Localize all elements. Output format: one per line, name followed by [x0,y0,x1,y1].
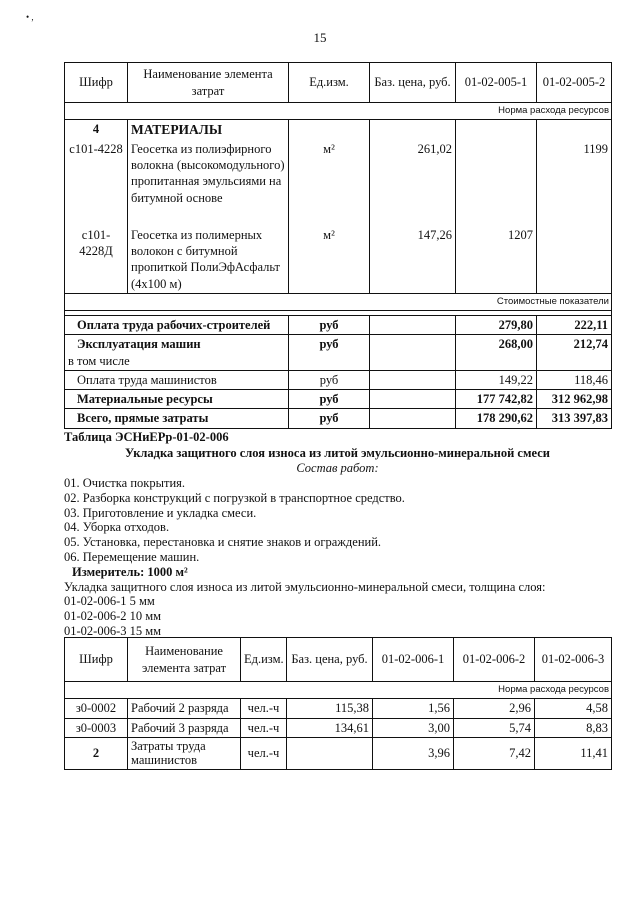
table-header-row [65,638,612,682]
work-item: 04. Уборка отходов. [64,520,170,535]
row-v2: 7,42 [454,737,535,769]
row-v3: 8,83 [535,718,612,737]
row-price: 134,61 [287,718,373,737]
section-row [65,120,612,140]
row-v3: 11,41 [535,737,612,769]
row-name: Рабочий 3 разряда [128,718,241,737]
cost-v2: 118,46 [537,370,612,389]
row-unit: м² [289,224,370,294]
work-item: 02. Разборка конструкций с погрузкой в транспортное средство. [64,490,405,505]
cost-v1: 177 742,82 [456,390,537,409]
description: Укладка защитного слоя износа из литой эмульсионно-минеральной смеси, толщина слоя: [64,579,546,594]
header-col1: 01-02-006-1 [373,638,454,682]
cost-v2: 313 397,83 [537,409,612,428]
cost-sub: в том числе [68,353,130,368]
band-cost [65,293,612,310]
cost-name: Эксплуатация машин [77,337,201,352]
row-code: с101-4228Д [65,224,128,294]
cost-name: Оплата труда рабочих-строителей [65,316,289,335]
cost-v2: 212,74 [537,335,612,371]
cost-row [65,390,612,409]
variant: 01-02-006-3 15 мм [64,623,162,638]
cost-row [65,335,612,371]
table-row [65,737,612,769]
cost-row [65,409,612,428]
cost-name: Оплата труда машинистов [65,370,289,389]
header-unit: Ед.изм. [241,638,287,682]
table-row [65,699,612,718]
row-name: Затраты труда машинистов [128,737,241,769]
row-unit: чел.-ч [241,737,287,769]
row-unit: чел.-ч [241,718,287,737]
row-v2: 1199 [537,140,612,224]
header-col3: 01-02-006-3 [535,638,612,682]
cost-unit: руб [289,409,370,428]
work-item: 05. Установка, перестановка и снятие знаков и ограждений. [64,535,382,550]
cost-v2: 312 962,98 [537,390,612,409]
row-v2: 2,96 [454,699,535,718]
row-code: 2 [65,737,128,769]
band-resources-label: Норма расхода ресурсов [65,682,612,699]
row-v1: 1207 [456,224,537,294]
header-unit: Ед.изм. [289,63,370,103]
variant: 01-02-006-2 10 мм [64,609,162,624]
work-item: 03. Приготовление и укладка смеси. [64,505,257,520]
cost-v1: 178 290,62 [456,409,537,428]
band-resources-label: Норма расхода ресурсов [65,103,612,120]
header-name: Наименование элемента затрат [128,638,241,682]
cost-v1: 279,80 [456,316,537,335]
row-v2 [537,224,612,294]
table-row [65,140,612,224]
cost-unit: руб [289,390,370,409]
row-name: Геосетка из полимерных волокон с битумной пропиткой ПолиЭфАсфальт (4x100 м) [128,224,289,294]
row-code: з0-0002 [65,699,128,718]
header-price: Баз. цена, руб. [287,638,373,682]
resource-table-005 [64,62,612,429]
row-price [287,737,373,769]
row-v1: 3,00 [373,718,454,737]
page-number: 15 [313,30,327,45]
scan-marks: • , [26,12,34,22]
header-code: Шифр [65,638,128,682]
works-list [64,476,624,639]
section-title: МАТЕРИАЛЫ [128,120,289,140]
row-price: 261,02 [370,140,456,224]
header-price: Баз. цена, руб. [370,63,456,103]
cost-row [65,370,612,389]
band-resources [65,682,612,699]
cost-v2: 222,11 [537,316,612,335]
row-name: Рабочий 2 разряда [128,699,241,718]
row-price: 147,26 [370,224,456,294]
row-price: 115,38 [287,699,373,718]
row-v2: 5,74 [454,718,535,737]
cost-name-cell [65,335,289,371]
band-cost-label: Стоимостные показатели [65,293,612,310]
section-heading: Укладка защитного слоя износа из литой эмульсионно-минеральной смеси [125,446,550,460]
row-v1: 3,96 [373,737,454,769]
work-item: 06. Перемещение машин. [64,549,200,564]
variant: 01-02-006-1 5 мм [64,594,155,609]
row-code: з0-0003 [65,718,128,737]
row-v1 [456,140,537,224]
header-code: Шифр [65,63,128,103]
band-resources [65,103,612,120]
table-row [65,224,612,294]
work-item: 01. Очистка покрытия. [64,476,186,490]
cost-name: Материальные ресурсы [65,390,289,409]
header-col1: 01-02-005-1 [456,63,537,103]
section-code: 4 [65,120,128,140]
cost-unit: руб [289,370,370,389]
cost-v1: 268,00 [456,335,537,371]
row-name: Геосетка из полиэфирного волокна (высокомодульного) пропитанная эмульсиями на битумной основе [128,140,289,224]
meter: Измеритель: 1000 м² [72,564,188,579]
cost-unit: руб [289,316,370,335]
cost-row [65,316,612,335]
header-col2: 01-02-005-2 [537,63,612,103]
cost-unit: руб [289,335,370,371]
cost-v1: 149,22 [456,370,537,389]
header-name: Наименование элемента затрат [128,63,289,103]
table-header-row [65,63,612,103]
cost-name: Всего, прямые затраты [65,409,289,428]
row-code: с101-4228 [65,140,128,224]
table-row [65,718,612,737]
row-unit: чел.-ч [241,699,287,718]
row-v3: 4,58 [535,699,612,718]
row-v1: 1,56 [373,699,454,718]
header-col2: 01-02-006-2 [454,638,535,682]
composition-title: Состав работ: [296,461,379,475]
row-unit: м² [289,140,370,224]
resource-table-006 [64,637,612,770]
table-title: Таблица ЭСНиЕРр-01-02-006 [64,430,229,444]
